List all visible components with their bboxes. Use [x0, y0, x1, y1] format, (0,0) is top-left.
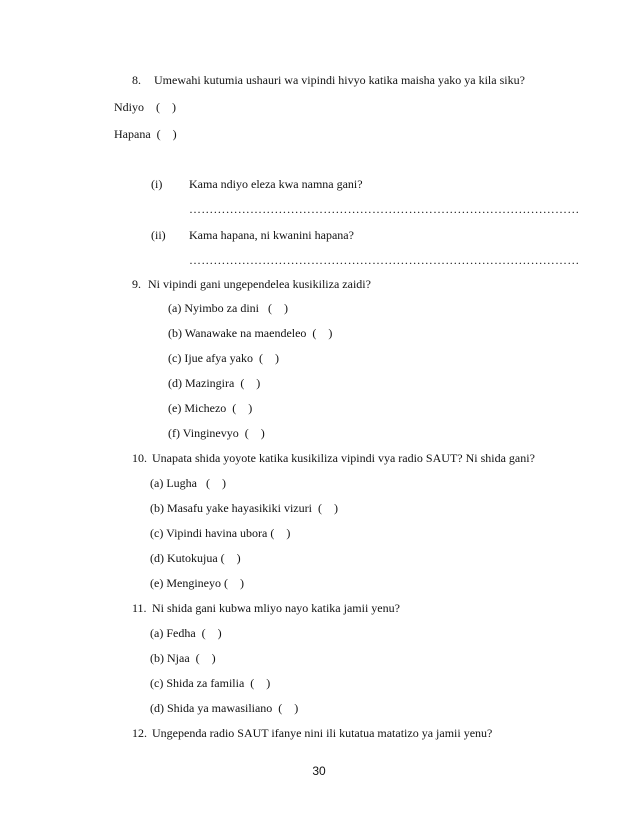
question-9	[132, 277, 371, 291]
option-text: Shida za familia ( )	[166, 676, 271, 690]
option-label: (d)	[150, 701, 164, 715]
question-text: Umewahi kutumia ushauri wa vipindi hivyo katika maisha yako ya kila siku?	[154, 73, 525, 87]
question-11	[132, 601, 400, 615]
sub-question-i	[151, 177, 363, 191]
option-10c	[150, 526, 290, 540]
option-label: (a)	[150, 476, 164, 490]
option-text: Masafu yake hayasikiki vizuri ( )	[167, 501, 338, 515]
option-9e	[168, 401, 252, 415]
option-text: Wanawake na maendeleo ( )	[184, 326, 333, 340]
question-number: 10.	[132, 451, 147, 465]
option-11d	[150, 701, 298, 715]
option-9d	[168, 376, 260, 390]
option-10a	[150, 476, 226, 490]
option-text: Vinginevyo ( )	[182, 426, 265, 440]
option-9b	[168, 326, 332, 340]
option-label: (c)	[150, 526, 164, 540]
question-10	[132, 451, 535, 465]
option-text: Vipindi havina ubora ( )	[166, 526, 291, 540]
page-number: 30	[312, 764, 326, 778]
option-label: (e)	[150, 576, 164, 590]
question-number: 9.	[132, 277, 141, 291]
option-11b	[150, 651, 216, 665]
option-text: Lugha ( )	[166, 476, 226, 490]
option-9f	[168, 426, 265, 440]
option-text: Michezo ( )	[184, 401, 253, 415]
sub-label: (ii)	[151, 228, 166, 242]
option-text: Fedha ( )	[166, 626, 222, 640]
option-label: (b)	[168, 326, 182, 340]
sub-text: Kama ndiyo eleza kwa namna gani?	[189, 177, 363, 191]
answer-dotted-line: ……………………………………………………………………………………	[189, 202, 580, 216]
option-9a	[168, 301, 288, 315]
option-text: Kutokujua ( )	[167, 551, 241, 565]
question-text: Ungependa radio SAUT ifanye nini ili kutatua matatizo ya jamii yenu?	[152, 726, 493, 740]
option-11a	[150, 626, 222, 640]
question-number: 8.	[132, 73, 141, 87]
option-text: Nyimbo za dini ( )	[184, 301, 288, 315]
option-label: (c)	[150, 676, 164, 690]
option-label: (d)	[150, 551, 164, 565]
answer-dotted-line: ……………………………………………………………………………………	[189, 253, 580, 267]
option-label: (f)	[168, 426, 180, 440]
option-label: (e)	[168, 401, 182, 415]
sub-label: (i)	[151, 177, 163, 191]
question-text: Ni shida gani kubwa mliyo nayo katika jamii yenu?	[152, 601, 400, 615]
option-label: (c)	[168, 351, 182, 365]
question-12	[132, 726, 492, 740]
question-number: 11.	[132, 601, 147, 615]
option-label: (a)	[168, 301, 182, 315]
option-text: Njaa ( )	[167, 651, 216, 665]
option-10d	[150, 551, 241, 565]
sub-text: Kama hapana, ni kwanini hapana?	[189, 228, 354, 242]
option-text: Ijue afya yako ( )	[184, 351, 279, 365]
option-text: Mazingira ( )	[185, 376, 261, 390]
question-text: Ni vipindi gani ungependelea kusikiliza zaidi?	[148, 277, 371, 291]
option-text: Mengineyo ( )	[166, 576, 244, 590]
option-text: Shida ya mawasiliano ( )	[167, 701, 299, 715]
option-label: (d)	[168, 376, 182, 390]
option-label: (b)	[150, 651, 164, 665]
option-label: (b)	[150, 501, 164, 515]
question-number: 12.	[132, 726, 147, 740]
option-9c	[168, 351, 279, 365]
sub-question-ii	[151, 228, 354, 242]
option-10e	[150, 576, 244, 590]
question-8	[132, 73, 525, 87]
answer-yes: Ndiyo ( )	[114, 100, 176, 114]
question-text: Unapata shida yoyote katika kusikiliza vipindi vya radio SAUT? Ni shida gani?	[152, 451, 535, 465]
option-11c	[150, 676, 270, 690]
answer-no: Hapana ( )	[114, 127, 177, 141]
option-10b	[150, 501, 338, 515]
option-label: (a)	[150, 626, 164, 640]
